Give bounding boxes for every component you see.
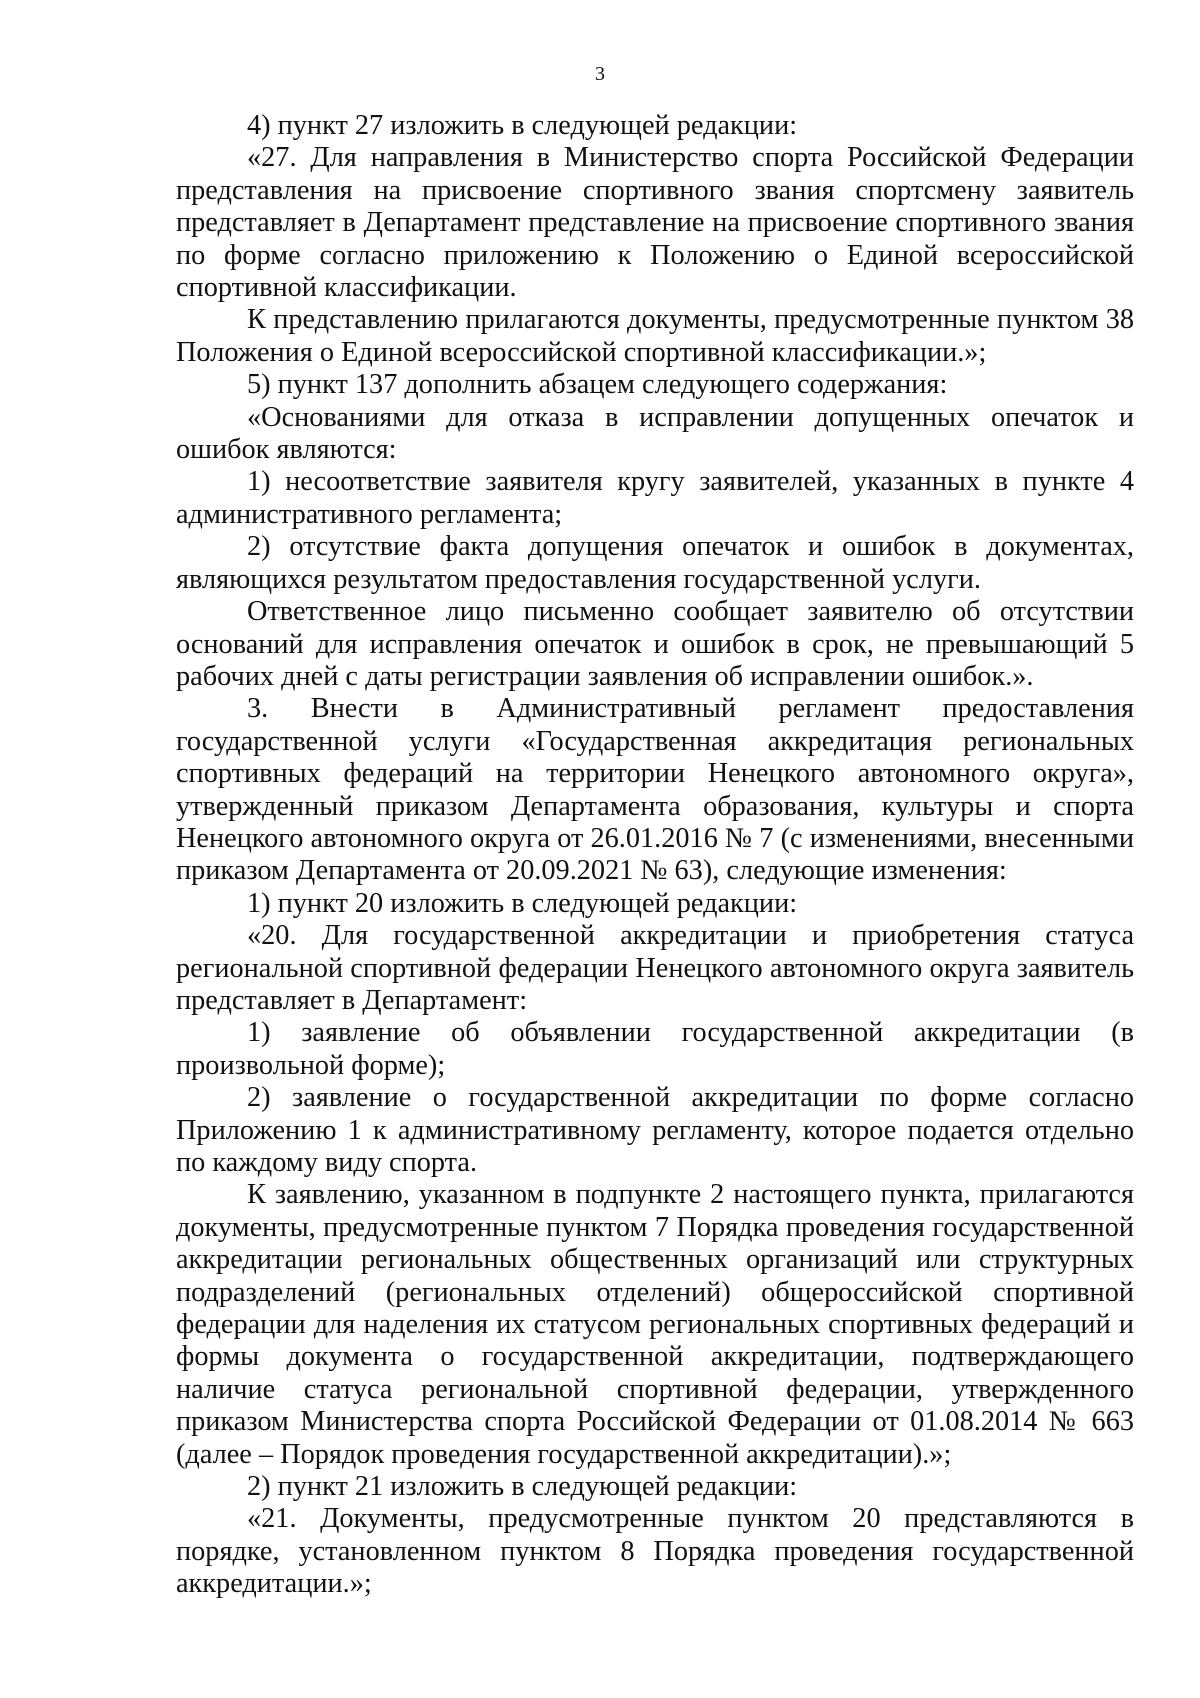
paragraph: 4) пункт 27 изложить в следующей редакции: — [247, 110, 798, 141]
paragraph: Ответственное лицо письменно сообщает заявителю об отсутствии оснований для исправления опечаток и ошибок в срок, не превышающий 5 рабочих дней с даты регистрации заявления об исправлении ошибок.». — [176, 596, 1134, 692]
paragraph: «27. Для направления в Министерство спорта Российской Федерации представления на присвоение спортивного звания спортсмену заявитель представляет в Департамент представление на присвоение спортивного звания по форме согласно приложению к Положению о Единой всероссийской спортивной классификации. — [176, 142, 1134, 304]
page-number: 3 — [595, 63, 605, 85]
paragraph: К представлению прилагаются документы, предусмотренные пунктом 38 Положения о Единой всероссийской спортивной классификации.»; — [176, 304, 1134, 368]
paragraph: 2) заявление о государственной аккредитации по форме согласно Приложению 1 к административному регламенту, которое подается отдельно по каждому виду спорта. — [176, 1082, 1134, 1178]
paragraph: 1) несоответствие заявителя кругу заявителей, указанных в пункте 4 административного регламента; — [176, 466, 1134, 530]
paragraph: «20. Для государственной аккредитации и приобретения статуса региональной спортивной федерации Ненецкого автономного округа заявитель представляет в Департамент: — [176, 920, 1134, 1016]
paragraph: «21. Документы, предусмотренные пунктом 20 представляются в порядке, установленном пунктом 8 Порядка проведения государственной аккредитации.»; — [176, 1503, 1134, 1600]
document-body — [176, 110, 1134, 1601]
paragraph: 3. Внести в Административный регламент предоставления государственной услуги «Государственная аккредитация региональных спортивных федераций на территории Ненецкого автономного округа», утвержденный приказом Департамента образования, культуры и спорта Ненецкого автономного округа от 26.01.2016 № 7 (с изменениями, внесенными приказом Департамента от 20.09.2021 № 63), следующие изменения: — [176, 693, 1134, 887]
paragraph: 2) отсутствие факта допущения опечаток и ошибок в документах, являющихся результатом предоставления государственной услуги. — [176, 531, 1134, 595]
paragraph: 1) пункт 20 изложить в следующей редакции: — [247, 887, 798, 919]
paragraph: К заявлению, указанном в подпункте 2 настоящего пункта, прилагаются документы, предусмотренные пунктом 7 Порядка проведения государственной аккредитации региональных общественных организаций или структурных подразделений (региональных отделений) общероссийской спортивной федерации для наделения их статусом региональных спортивных федераций и формы документа о государственной аккредитации, подтверждающего наличие статуса региональной спортивной федерации, утвержденного приказом Министерства спорта Российской Федерации от 01.08.2014 № 663 (далее – Порядок проведения государственной аккредитации).»; — [176, 1179, 1134, 1470]
paragraph: «Основаниями для отказа в исправлении допущенных опечаток и ошибок являются: — [176, 401, 1134, 466]
paragraph: 2) пункт 21 изложить в следующей редакции: — [247, 1471, 798, 1503]
paragraph: 5) пункт 137 дополнить абзацем следующего содержания: — [247, 369, 948, 401]
paragraph: 1) заявление об объявлении государственной аккредитации (в произвольной форме); — [176, 1017, 1134, 1081]
